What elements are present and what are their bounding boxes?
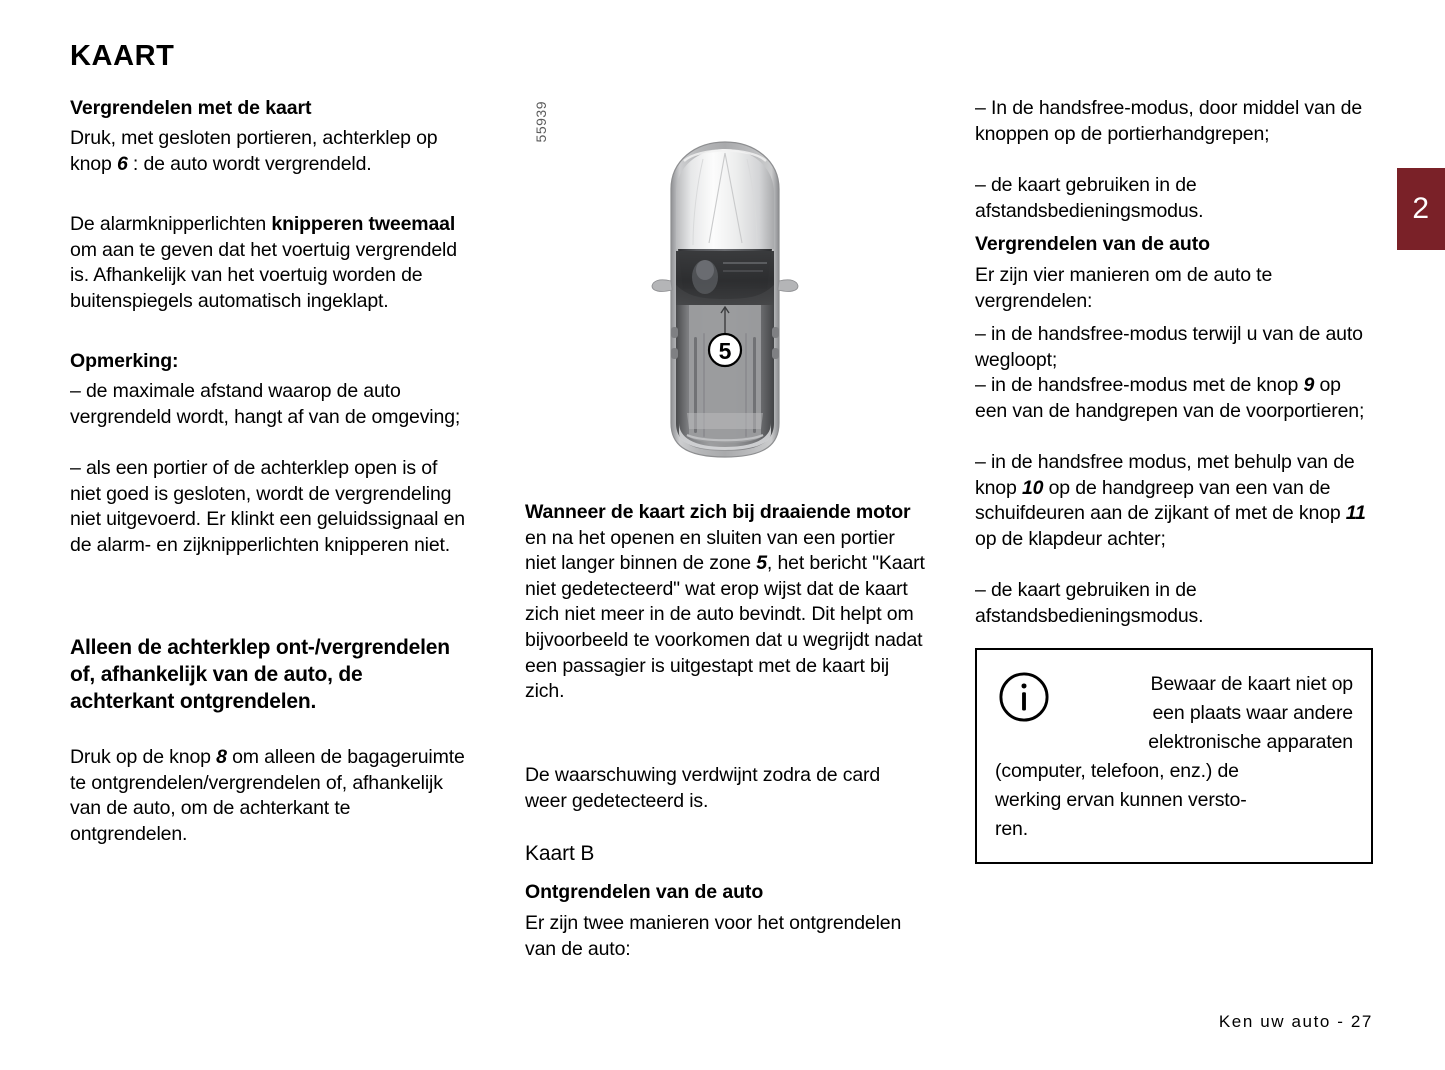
info-icon bbox=[999, 672, 1049, 722]
bullet-handsfree-knoppen-portierhandgrepen: – In de handsfree-modus, door middel van de knoppen op de portierhandgrepen; bbox=[975, 97, 1363, 145]
text-run: om aan te geven dat het voertuig vergrendeld is. Afhankelijk van het voertuig worden de buitenspiegels automatisch ingeklapt. bbox=[70, 238, 457, 312]
heading-vergrendelen-van-de-auto: Vergrendelen van de auto bbox=[975, 233, 1210, 255]
info-line-5: werking ervan kunnen versto- bbox=[995, 789, 1247, 811]
emphasis-knipperen-tweemaal: knipperen tweemaal bbox=[271, 213, 456, 235]
heading-ontgrendelen-van-de-auto: Ontgrendelen van de auto bbox=[525, 881, 764, 903]
info-line-6: ren. bbox=[995, 818, 1029, 840]
right-column bbox=[975, 0, 1375, 1070]
bullet-handsfree-knop-9 bbox=[975, 373, 1375, 424]
emphasis-wanneer-kaart: Wanneer de kaart zich bij draaiende motor bbox=[525, 501, 911, 523]
bullet-handsfree-wegloopt: – in de handsfree-modus terwijl u van de auto wegloopt; bbox=[975, 323, 1363, 371]
text-run: en na het openen en sluiten van een portier niet langer binnen de zone bbox=[525, 526, 895, 575]
text-run: – in de handsfree-modus met de knop bbox=[975, 374, 1304, 396]
paragraph-twee-manieren: Er zijn twee manieren voor het ontgrendelen van de auto: bbox=[525, 912, 902, 960]
bullet-kaart-afstandsbediening-lock: – de kaart gebruiken in de afstandsbedieningsmodus. bbox=[975, 579, 1204, 627]
chapter-tab: 2 bbox=[1397, 168, 1445, 250]
text-run: om alleen de bagageruimte te ontgrendelen/vergrendelen of, afhankelijk van de auto, om de achterkant te ontgrendelen. bbox=[70, 746, 465, 845]
page-footer: Ken uw auto - 27 bbox=[1218, 1012, 1373, 1031]
bullet-portier-achterklep-open: – als een portier of de achterklep open is of niet goed is gesloten, wordt de vergrendeling niet uitgevoerd. Er klinkt een geluidssignaal en de alarm- en zijknipperlichten knipperen niet. bbox=[70, 457, 465, 556]
heading-vergrendelen-met-de-kaart: Vergrendelen met de kaart bbox=[70, 97, 312, 119]
text-run: Druk op de knop bbox=[70, 746, 217, 768]
info-line-3: elektronische apparaten bbox=[1148, 731, 1353, 753]
text-run: : de auto wordt vergrendeld. bbox=[127, 152, 372, 175]
ref-knop-9: 9 bbox=[1303, 374, 1315, 396]
heading-alleen-achterklep: Alleen de achterklep ont-/vergrendelen of, afhankelijk van de auto, de achterkant ontgrendelen. bbox=[70, 636, 450, 713]
heading-opmerking: Opmerking: bbox=[70, 350, 179, 372]
middle-column bbox=[525, 0, 925, 1070]
paragraph-kaart-draaiende-motor bbox=[525, 500, 925, 705]
figure-number: 55939 bbox=[533, 101, 549, 143]
bullet-kaart-afstandsbediening-unlock: – de kaart gebruiken in de afstandsbedieningsmodus. bbox=[975, 174, 1204, 222]
info-line-2: een plaats waar andere bbox=[1152, 702, 1353, 724]
ref-knop-8: 8 bbox=[216, 746, 227, 768]
paragraph-waarschuwing-verdwijnt: De waarschuwing verdwijnt zodra de card weer gedetecteerd is. bbox=[525, 764, 881, 812]
left-column bbox=[70, 0, 470, 1070]
info-box-card-storage bbox=[975, 648, 1373, 864]
ref-knop-6: 6 bbox=[116, 152, 128, 175]
ref-knop-10: 10 bbox=[1021, 476, 1044, 499]
text-run: , het bericht "Kaart niet gedetecteerd" wat erop wijst dat de kaart zich niet meer in de auto bevindt. Dit helpt om bijvoorbeeld te voorkomen dat u wegrijdt nadat een passagier is uitgestapt met de kaart bij zich. bbox=[525, 552, 925, 703]
heading-kaart-b: Kaart B bbox=[525, 842, 595, 865]
page-title: KAART bbox=[70, 40, 175, 72]
paragraph-druk-op-knop-8 bbox=[70, 745, 470, 847]
ref-knop-11: 11 bbox=[1345, 502, 1366, 525]
text-run: De alarmknipperlichten bbox=[70, 213, 272, 235]
text-run: Druk, met gesloten portieren, achterklep op knop bbox=[70, 127, 438, 175]
paragraph-druk-met-gesloten bbox=[70, 126, 470, 177]
text-run: op de klapdeur achter; bbox=[975, 527, 1166, 550]
bullet-handsfree-knop-10-11 bbox=[975, 450, 1375, 552]
callout-label-5: 5 bbox=[718, 338, 732, 364]
text-run: – in de handsfree modus, met behulp van de knop bbox=[975, 451, 1355, 499]
info-line-4: (computer, telefoon, enz.) de bbox=[995, 760, 1239, 782]
ref-zone-5: 5 bbox=[756, 552, 767, 575]
info-line-1: Bewaar de kaart niet op bbox=[1150, 673, 1353, 695]
bullet-maximale-afstand: – de maximale afstand waarop de auto vergrendeld wordt, hangt af van de omgeving; bbox=[70, 380, 461, 428]
paragraph-alarmknipperlichten bbox=[70, 212, 470, 314]
paragraph-vier-manieren: Er zijn vier manieren om de auto te vergrendelen: bbox=[975, 264, 1273, 312]
text-run: op de handgreep van een van de schuifdeuren aan de zijkant of met de knop bbox=[975, 476, 1346, 525]
text-run: op een van de handgrepen van de voorportieren; bbox=[975, 374, 1365, 422]
